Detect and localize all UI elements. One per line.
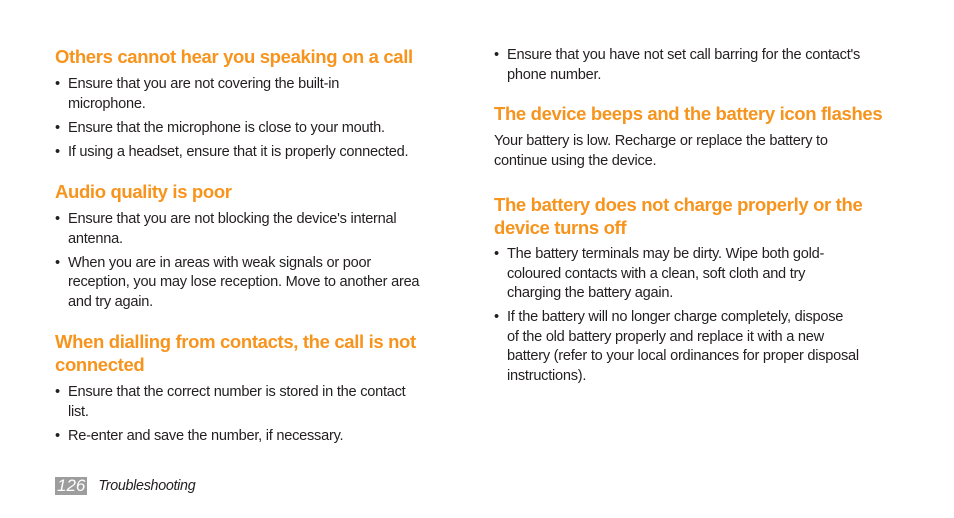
list-item: • The battery terminals may be dirty. Wipe both gold- coloured contacts with a clean, soft cloth and try charging the battery again. xyxy=(494,246,825,301)
list-item: • Ensure that you have not set call barring for the contact's phone number. xyxy=(494,47,861,83)
heading-others-cannot-hear: Others cannot hear you speaking on a call xyxy=(55,46,413,67)
list-item: • Ensure that the microphone is close to your mouth. xyxy=(55,119,385,136)
page-number: 126 xyxy=(57,476,86,495)
list-dialling-from-contacts xyxy=(55,383,406,451)
list-item: • Ensure that you are not blocking the device's internal antenna. xyxy=(55,211,397,247)
section-name: Troubleshooting xyxy=(98,478,196,494)
list-item: • Ensure that the correct number is stored in the contact list. xyxy=(55,384,406,420)
list-item: • If the battery will no longer charge completely, dispose of the old battery properly and replace it with a new battery (refer to your local ordinances for proper disposal instructions). xyxy=(494,309,859,384)
list-call-barring xyxy=(494,46,860,90)
list-item: • Ensure that you are not covering the built-in microphone. xyxy=(55,76,340,112)
heading-device-beeps: The device beeps and the battery icon flashes xyxy=(494,103,883,124)
list-item: • Re-enter and save the number, if necessary. xyxy=(55,427,344,444)
list-item: • When you are in areas with weak signals or poor reception, you may lose reception. Move to another area and try again. xyxy=(55,254,420,310)
paragraph-battery-low: Your battery is low. Recharge or replace the battery to continue using the device. xyxy=(494,133,828,169)
heading-battery-not-charging: The battery does not charge properly or the device turns off xyxy=(494,194,863,238)
heading-audio-quality: Audio quality is poor xyxy=(55,181,232,202)
list-others-cannot-hear xyxy=(55,75,408,167)
list-audio-quality xyxy=(55,210,419,317)
page-footer xyxy=(55,476,195,496)
list-battery-not-charging xyxy=(494,245,859,391)
list-item: • If using a headset, ensure that it is properly connected. xyxy=(55,143,409,160)
heading-dialling-from-contacts: When dialling from contacts, the call is not connected xyxy=(55,331,416,375)
